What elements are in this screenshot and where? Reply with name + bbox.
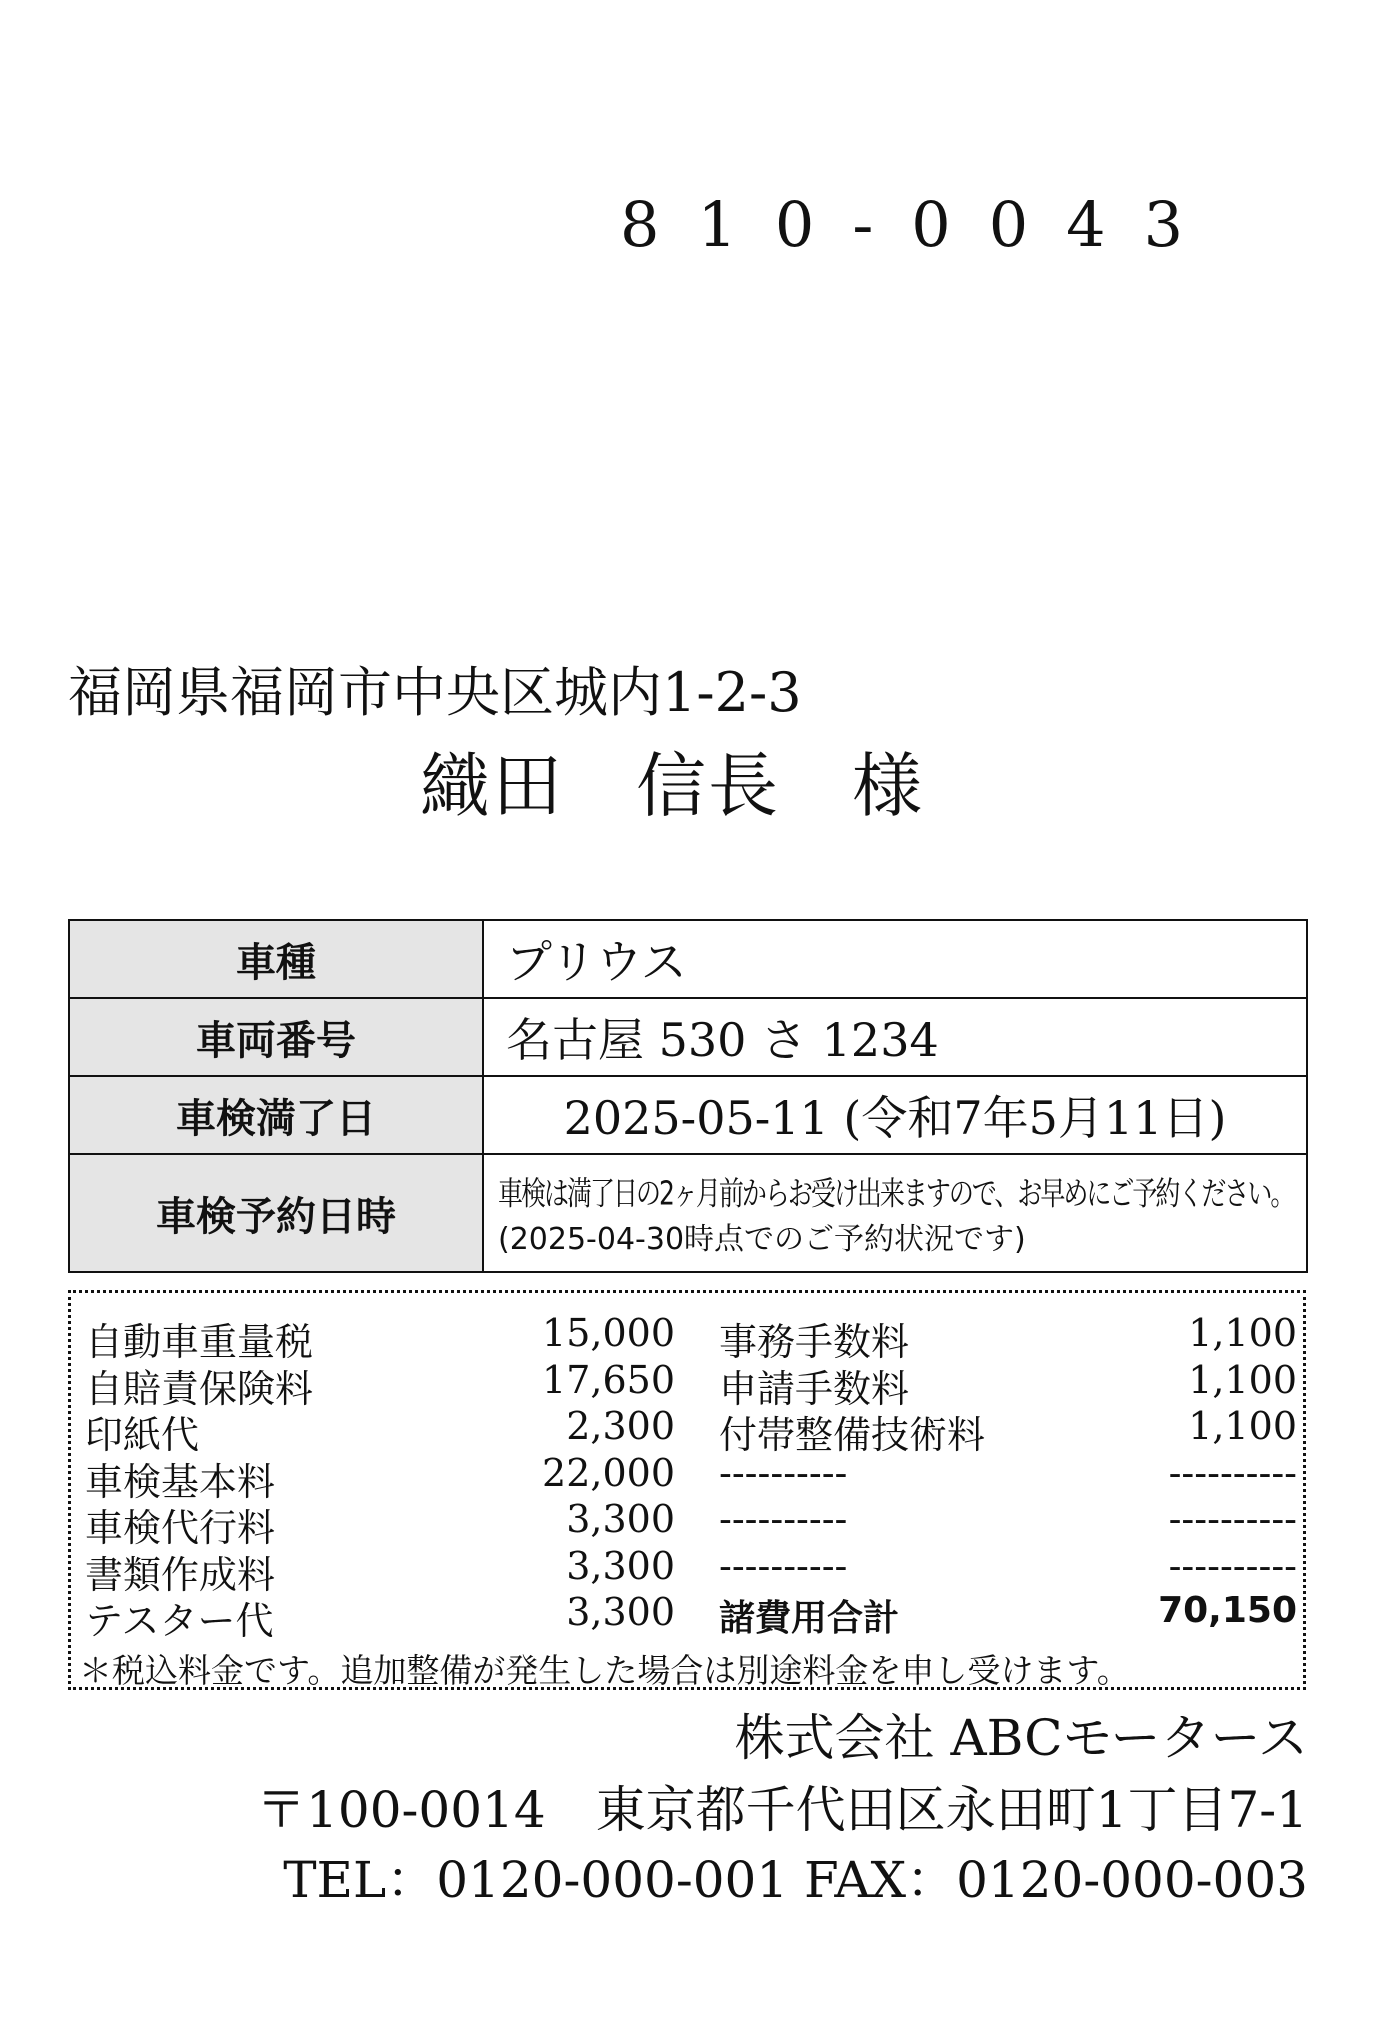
- recipient-name: 織田 信長 様: [420, 745, 924, 827]
- vehicle-label: 車検満了日: [69, 1076, 483, 1154]
- fee-amount: 17,650: [542, 1357, 675, 1402]
- fee-amount: 3,300: [566, 1543, 675, 1588]
- fee-row: [719, 1404, 1297, 1457]
- fee-row-placeholder: [719, 1451, 1297, 1498]
- fee-name: 印紙代: [85, 1413, 200, 1457]
- sender-address: 〒100-0014 東京都千代田区永田町1丁目7-1: [256, 1781, 1308, 1839]
- fee-amount: 1,100: [1188, 1311, 1297, 1355]
- fee-row: [85, 1404, 675, 1457]
- fee-name: テスター代: [85, 1599, 274, 1643]
- reservation-cell: [483, 1154, 1307, 1272]
- fee-name: ----------: [719, 1450, 848, 1495]
- fee-name: 付帯整備技術料: [719, 1413, 986, 1457]
- fee-name: ----------: [719, 1497, 848, 1541]
- fee-box: [68, 1290, 1306, 1690]
- fee-row: [85, 1497, 675, 1550]
- fee-amount: ----------: [1168, 1450, 1297, 1495]
- vehicle-row-plate: [69, 998, 1307, 1076]
- fee-name: 自賠責保険料: [85, 1366, 314, 1411]
- fee-total-label: 諸費用合計: [719, 1598, 900, 1639]
- sender-contact: TEL：0120-000-001 FAX：0120-000-003: [283, 1851, 1308, 1909]
- fee-name: 車検代行料: [85, 1506, 276, 1550]
- fee-name: 書類作成料: [85, 1552, 276, 1597]
- fee-row: [85, 1450, 675, 1504]
- vehicle-plate-value: 名古屋 530 さ 1234: [483, 998, 1307, 1076]
- fee-amount: 1,100: [1188, 1404, 1297, 1448]
- fee-amount: 1,100: [1188, 1357, 1297, 1402]
- sender-company: 株式会社 ABCモータース: [734, 1709, 1308, 1767]
- fee-amount: 15,000: [542, 1311, 675, 1355]
- fee-amount: ----------: [1168, 1543, 1297, 1588]
- vehicle-label: 車両番号: [69, 998, 483, 1076]
- fee-name: ----------: [719, 1543, 848, 1588]
- fee-row: [719, 1357, 1297, 1411]
- fee-column-left: [85, 1311, 675, 1643]
- fee-amount: 2,300: [566, 1404, 675, 1448]
- fee-column-right: [719, 1311, 1297, 1637]
- vehicle-expiry-value: 2025-05-11 (令和7年5月11日): [483, 1076, 1307, 1154]
- fee-name: 申請手数料: [719, 1366, 910, 1411]
- recipient-address: 福岡県福岡市中央区城内1-2-3: [68, 661, 802, 724]
- vehicle-row-expiry: [69, 1076, 1307, 1154]
- reservation-note: 車検は満了日の2ヶ月前からお受け出来ますので、お早めにご予約ください。: [498, 1174, 1294, 1213]
- fee-note: ＊税込料金です。追加整備が発生した場合は別途料金を申し受けます。: [79, 1651, 1130, 1690]
- vehicle-label: 車検予約日時: [69, 1154, 483, 1272]
- vehicle-model-value: プリウス: [483, 920, 1307, 998]
- fee-name: 車検基本料: [85, 1459, 276, 1504]
- fee-row: [85, 1311, 675, 1364]
- fee-row: [719, 1311, 1297, 1364]
- reservation-status: (2025-04-30時点でのご予約状況です): [498, 1222, 1026, 1257]
- fee-total-row: [719, 1590, 1297, 1637]
- vehicle-row-model: [69, 920, 1307, 998]
- fee-row: [85, 1590, 675, 1643]
- fee-row-placeholder: [719, 1544, 1297, 1591]
- fee-row: [85, 1357, 675, 1411]
- vehicle-info-table: [68, 919, 1308, 1273]
- postal-code: 810-0043: [620, 188, 1222, 261]
- fee-total-amount: 70,150: [1158, 1590, 1297, 1631]
- fee-amount: 3,300: [566, 1497, 675, 1541]
- fee-row: [85, 1543, 675, 1597]
- fee-row-placeholder: [719, 1497, 1297, 1544]
- fee-name: 事務手数料: [719, 1320, 910, 1364]
- vehicle-label: 車種: [69, 920, 483, 998]
- fee-amount: 22,000: [542, 1450, 675, 1495]
- fee-name: 自動車重量税: [85, 1320, 314, 1364]
- fee-amount: 3,300: [566, 1590, 675, 1634]
- fee-amount: ----------: [1168, 1497, 1297, 1541]
- vehicle-row-reservation: [69, 1154, 1307, 1272]
